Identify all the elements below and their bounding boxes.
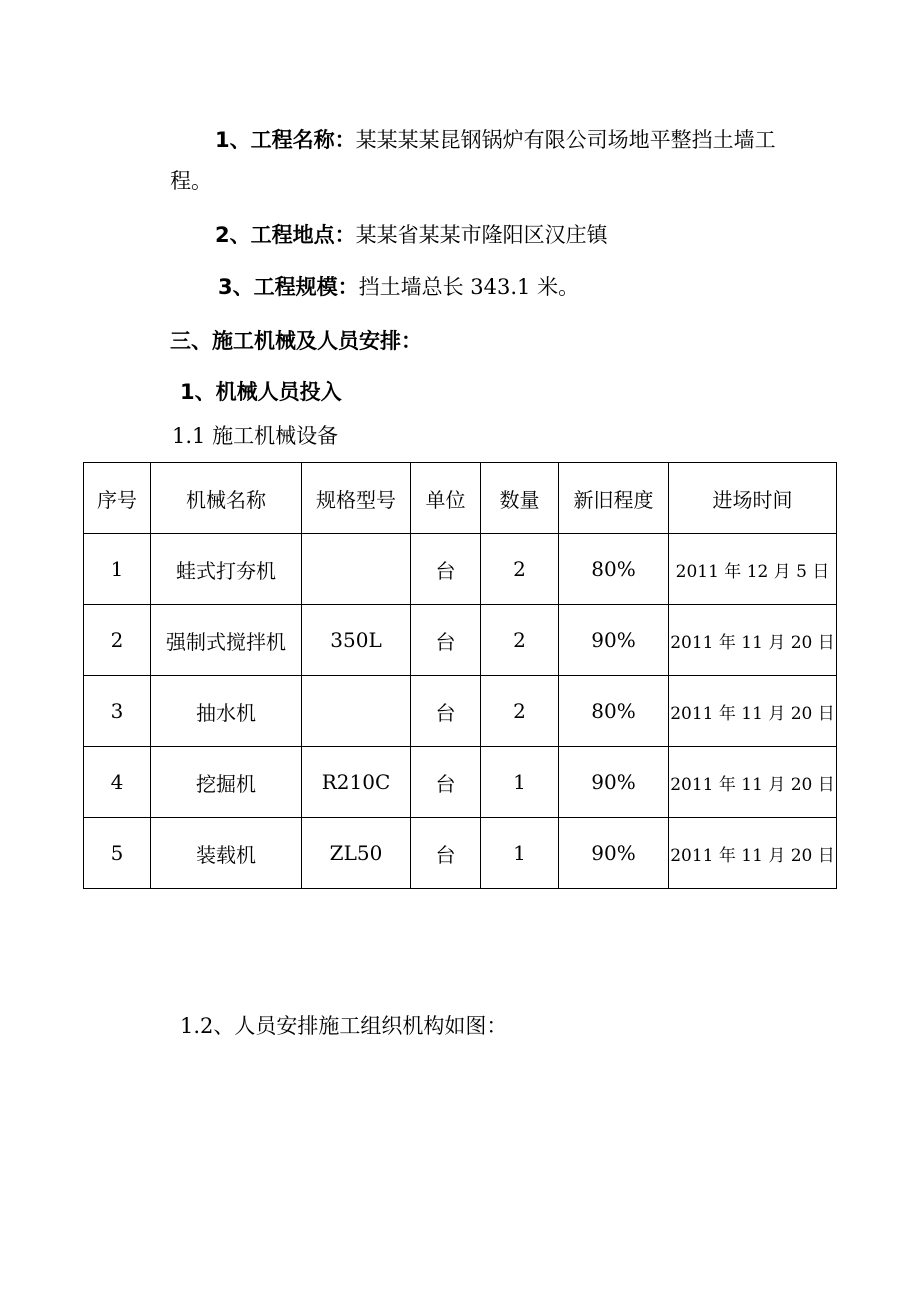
cell-model xyxy=(302,676,411,747)
cell-condition: 90% xyxy=(559,747,669,818)
equipment-table xyxy=(83,462,837,889)
project-scale-label: 3、工程规模： xyxy=(218,275,359,299)
cell-model: 350L xyxy=(302,605,411,676)
cell-entry-date: 2011 年 11 月 20 日 xyxy=(669,747,837,818)
cell-entry-date: 2011 年 11 月 20 日 xyxy=(669,676,837,747)
project-scale-value: 挡土墙总长 343.1 米。 xyxy=(358,275,580,299)
table-row xyxy=(84,747,837,818)
table-row xyxy=(84,605,837,676)
cell-model: R210C xyxy=(302,747,411,818)
cell-machine-name: 强制式搅拌机 xyxy=(151,605,302,676)
subsection-personnel-title: 1.2、人员安排施工组织机构如图： xyxy=(180,1014,508,1038)
header-index: 序号 xyxy=(84,463,151,534)
section-heading: 三、施工机械及人员安排： xyxy=(170,329,422,353)
cell-unit: 台 xyxy=(411,818,481,889)
cell-entry-date: 2011 年 12 月 5 日 xyxy=(669,534,837,605)
header-unit: 单位 xyxy=(411,463,481,534)
cell-machine-name: 蛙式打夯机 xyxy=(151,534,302,605)
cell-condition: 90% xyxy=(559,818,669,889)
cell-index: 5 xyxy=(84,818,151,889)
project-location-value: 某某省某某市隆阳区汉庄镇 xyxy=(355,223,608,247)
cell-model xyxy=(302,534,411,605)
cell-quantity: 2 xyxy=(481,605,559,676)
table-row xyxy=(84,676,837,747)
cell-quantity: 2 xyxy=(481,534,559,605)
header-quantity: 数量 xyxy=(481,463,559,534)
project-name-line xyxy=(215,125,776,155)
header-entry-date: 进场时间 xyxy=(669,463,837,534)
cell-unit: 台 xyxy=(411,534,481,605)
subsection-machinery-personnel: 1、机械人员投入 xyxy=(180,380,342,404)
cell-machine-name: 装载机 xyxy=(151,818,302,889)
cell-condition: 80% xyxy=(559,534,669,605)
project-scale-line xyxy=(218,272,579,302)
header-condition: 新旧程度 xyxy=(559,463,669,534)
project-name-continuation: 程。 xyxy=(170,169,212,193)
cell-quantity: 2 xyxy=(481,676,559,747)
cell-machine-name: 抽水机 xyxy=(151,676,302,747)
cell-index: 1 xyxy=(84,534,151,605)
cell-quantity: 1 xyxy=(481,747,559,818)
cell-unit: 台 xyxy=(411,605,481,676)
project-name-label: 1、工程名称： xyxy=(215,128,356,152)
cell-unit: 台 xyxy=(411,676,481,747)
table-row xyxy=(84,818,837,889)
cell-quantity: 1 xyxy=(481,818,559,889)
cell-entry-date: 2011 年 11 月 20 日 xyxy=(669,605,837,676)
header-model: 规格型号 xyxy=(302,463,411,534)
cell-model: ZL50 xyxy=(302,818,411,889)
header-machine-name: 机械名称 xyxy=(151,463,302,534)
table-row xyxy=(84,534,837,605)
subsection-equipment-title: 1.1 施工机械设备 xyxy=(172,424,339,448)
project-location-line xyxy=(215,220,608,250)
cell-index: 2 xyxy=(84,605,151,676)
cell-index: 4 xyxy=(84,747,151,818)
cell-machine-name: 挖掘机 xyxy=(151,747,302,818)
cell-condition: 80% xyxy=(559,676,669,747)
cell-condition: 90% xyxy=(559,605,669,676)
cell-unit: 台 xyxy=(411,747,481,818)
project-location-label: 2、工程地点： xyxy=(215,223,356,247)
project-name-value: 某某某某昆钢锅炉有限公司场地平整挡土墙工 xyxy=(355,128,776,152)
cell-index: 3 xyxy=(84,676,151,747)
table-header-row xyxy=(84,463,837,534)
cell-entry-date: 2011 年 11 月 20 日 xyxy=(669,818,837,889)
